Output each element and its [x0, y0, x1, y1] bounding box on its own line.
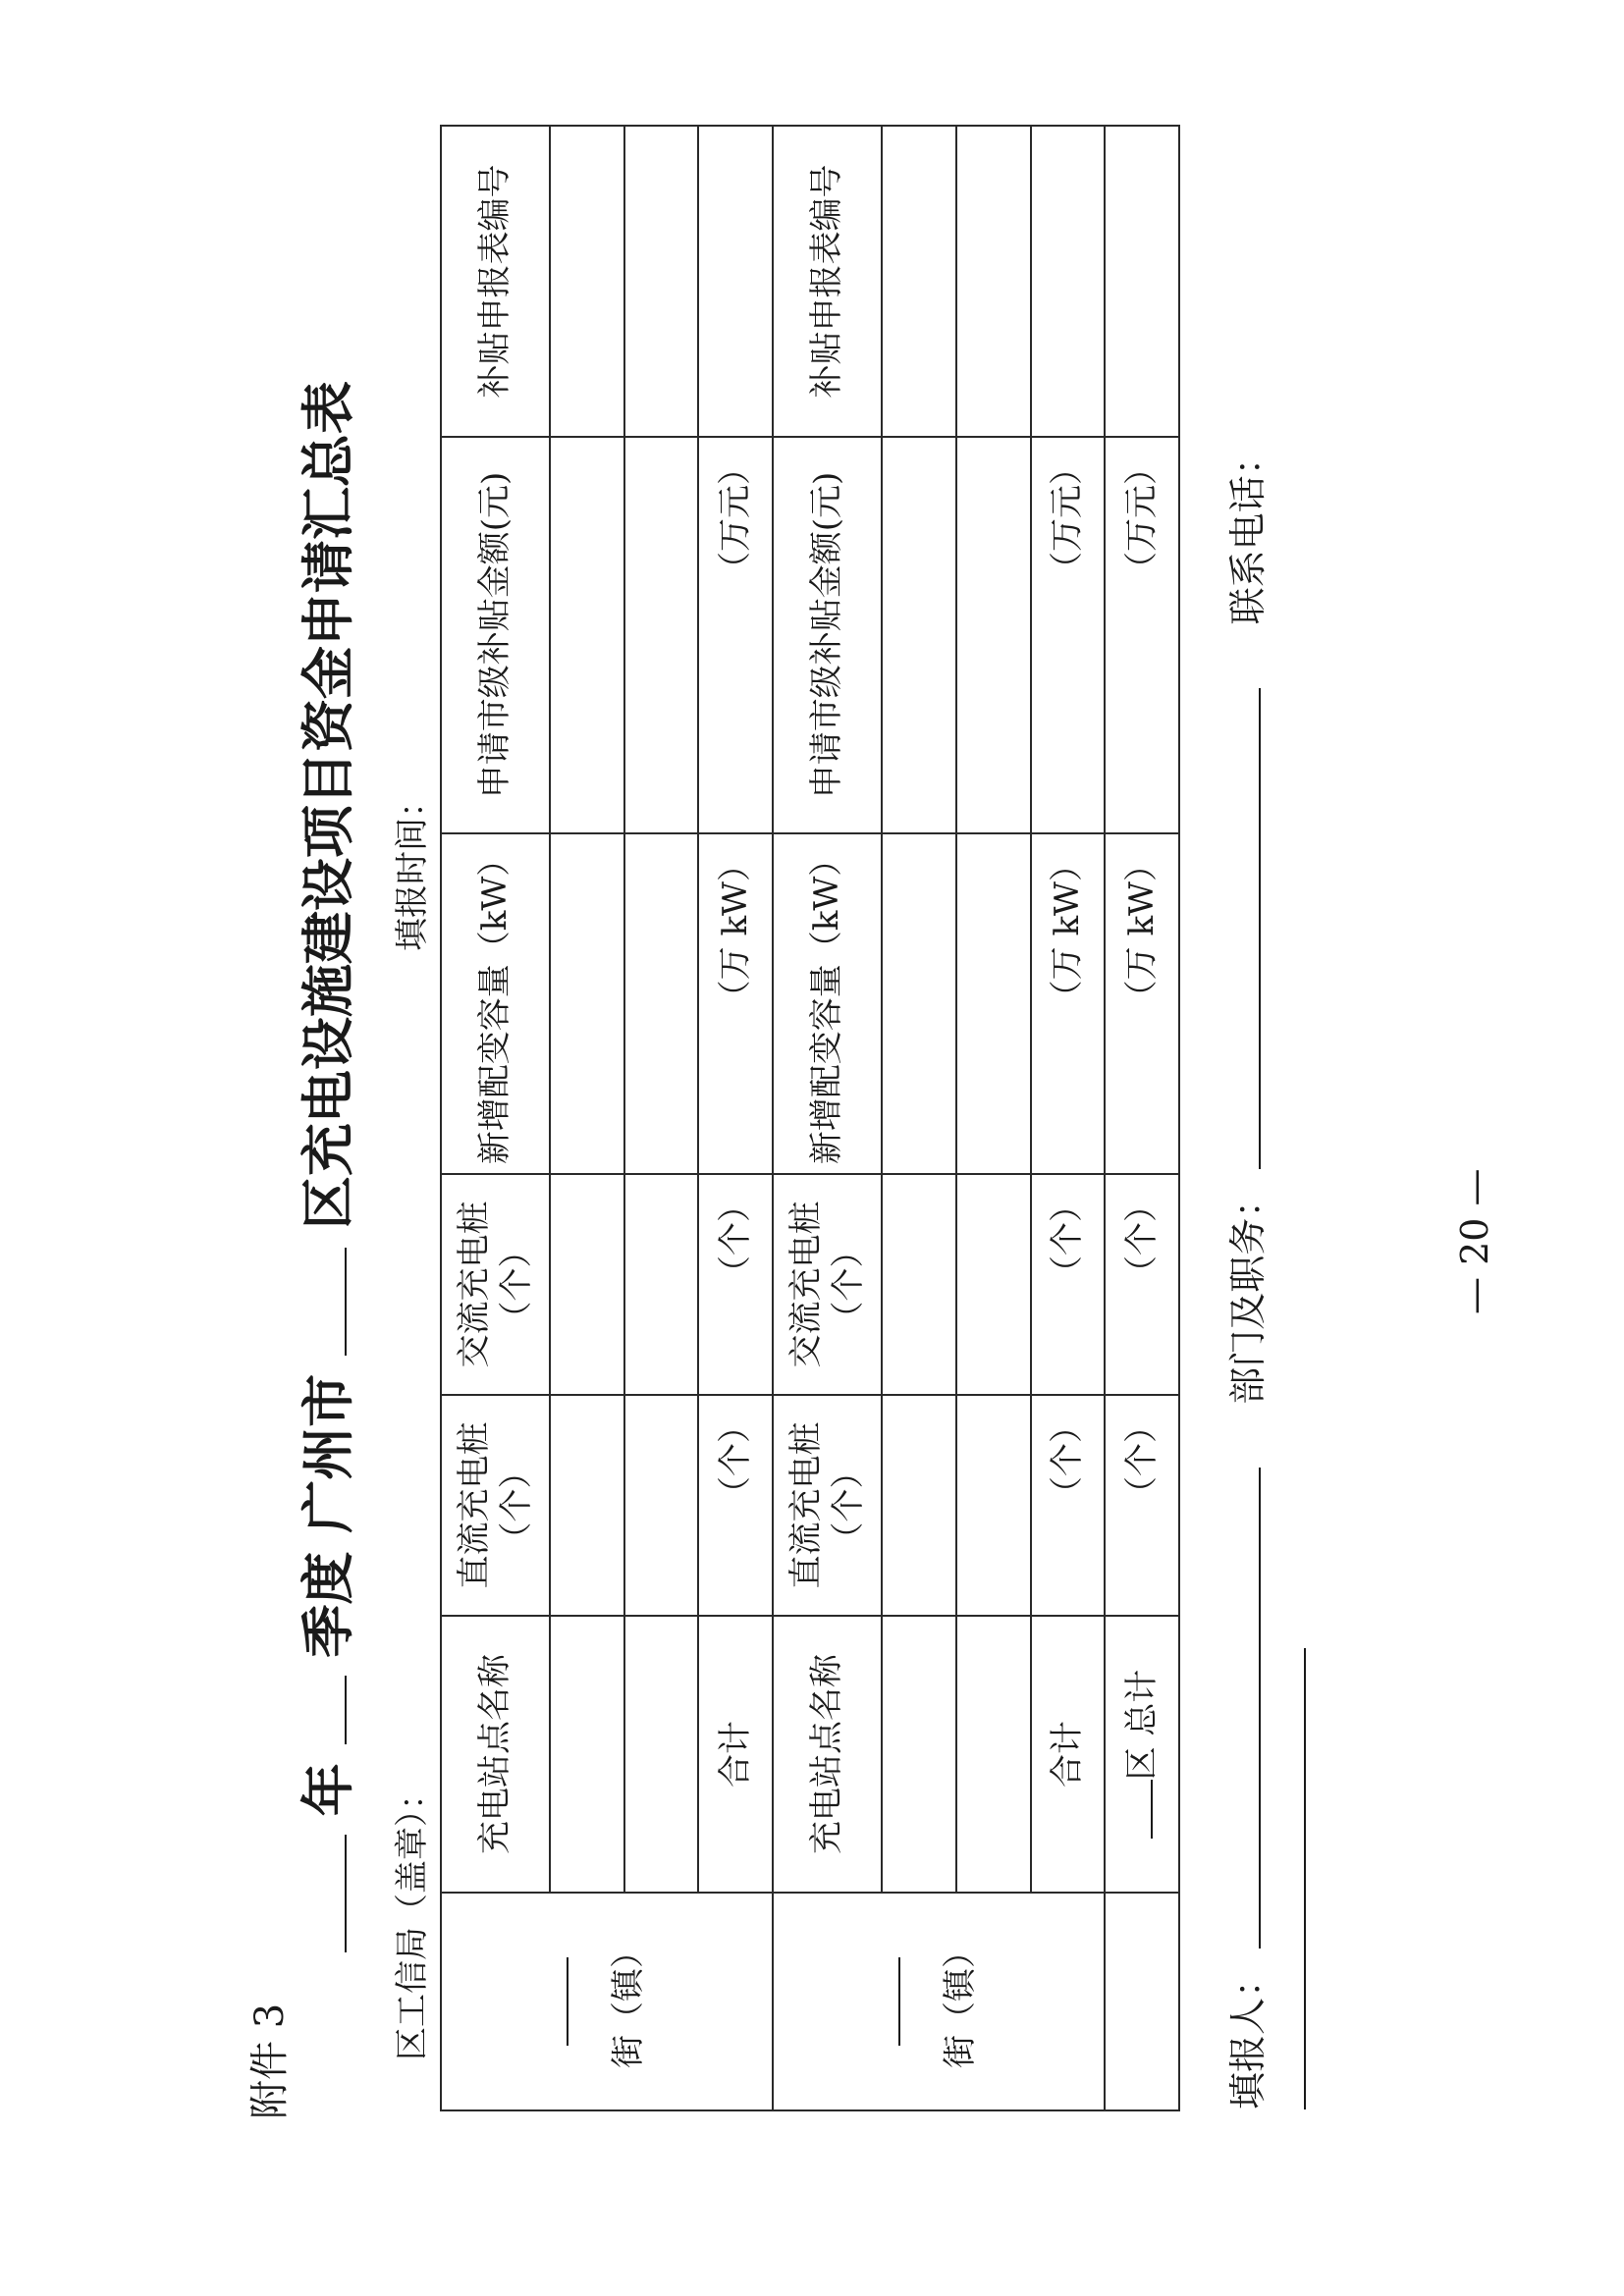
summary-table-wrapper	[440, 127, 1180, 2111]
input-cell[interactable]	[624, 437, 699, 833]
input-cell[interactable]	[882, 833, 956, 1174]
input-cell[interactable]	[698, 126, 773, 437]
footer-signatures	[1218, 48, 1315, 2109]
input-cell[interactable]	[550, 833, 624, 1174]
street-cell: 街（镇）	[773, 1893, 1105, 2110]
title-year: 年	[297, 1763, 359, 1817]
input-cell[interactable]	[624, 833, 699, 1174]
header-ac-piles: 交流充电桩（个）	[773, 1174, 882, 1395]
table-row	[624, 126, 699, 2110]
table-row	[882, 126, 956, 2110]
attachment-label: 附件 3	[247, 2002, 293, 2119]
street-cell: 街（镇）	[441, 1893, 773, 2110]
header-form-no: 补贴申报表编号	[773, 126, 882, 437]
input-cell[interactable]	[624, 1395, 699, 1616]
input-cell[interactable]	[956, 1616, 1031, 1893]
subtotal-row	[1031, 126, 1106, 2110]
header-station-name: 充电站点名称	[773, 1616, 882, 1893]
subtotal-row	[698, 126, 773, 2110]
table-header-row	[773, 126, 882, 2110]
table-row	[956, 126, 1031, 2110]
district-total-label: 区 总计	[1105, 1616, 1179, 1893]
subtotal-label: 合计	[698, 1616, 773, 1893]
empty-cell	[1105, 1893, 1179, 2110]
input-cell[interactable]	[882, 1174, 956, 1395]
phone-field[interactable]	[1302, 1648, 1306, 2109]
unit-capacity: （万 kW）	[1031, 833, 1106, 1174]
subtotal-label: 合计	[1031, 1616, 1106, 1893]
filler-label: 填报人：	[1226, 1959, 1270, 2109]
input-cell[interactable]	[956, 833, 1031, 1174]
header-subsidy: 申请市级补贴金额(元)	[441, 437, 550, 833]
unit-count: （个）	[1105, 1174, 1179, 1395]
input-cell[interactable]	[882, 1395, 956, 1616]
department-field[interactable]	[1257, 688, 1261, 1169]
header-ac-piles: 交流充电桩（个）	[441, 1174, 550, 1395]
input-cell[interactable]	[550, 126, 624, 437]
input-cell[interactable]	[956, 1174, 1031, 1395]
department-label: 部门及职务：	[1226, 1180, 1270, 1405]
input-cell[interactable]	[624, 1616, 699, 1893]
header-capacity: 新增配变容量（kW）	[441, 833, 550, 1174]
header-form-no: 补贴申报表编号	[441, 126, 550, 437]
fill-time-label: 填报时间：	[393, 784, 432, 951]
page-title	[287, 284, 359, 1952]
header-capacity: 新增配变容量（kW）	[773, 833, 882, 1174]
unit-count: （个）	[698, 1174, 773, 1395]
input-cell[interactable]	[882, 437, 956, 833]
title-rest: 区充电设施建设项目资金申请汇总表	[297, 381, 359, 1230]
unit-money: （万元）	[698, 437, 773, 833]
input-cell[interactable]	[882, 126, 956, 437]
page-number: — 20 —	[1453, 1168, 1496, 1314]
table-header-row	[441, 126, 550, 2110]
header-dc-piles: 直流充电桩（个）	[773, 1395, 882, 1616]
summary-table	[440, 125, 1180, 2111]
header-dc-piles: 直流充电桩（个）	[441, 1395, 550, 1616]
input-cell[interactable]	[550, 1174, 624, 1395]
input-cell[interactable]	[550, 437, 624, 833]
filler-field[interactable]	[1257, 1468, 1261, 1949]
input-cell[interactable]	[956, 1395, 1031, 1616]
phone-label: 联系电话：	[1226, 438, 1270, 625]
table-row	[550, 126, 624, 2110]
unit-count: （个）	[698, 1395, 773, 1616]
input-cell[interactable]	[1105, 126, 1179, 437]
unit-capacity: （万 kW）	[698, 833, 773, 1174]
unit-count: （个）	[1105, 1395, 1179, 1616]
unit-label: 区工信局（盖章）：	[393, 1777, 432, 2060]
input-cell[interactable]	[882, 1616, 956, 1893]
input-cell[interactable]	[550, 1395, 624, 1616]
input-cell[interactable]	[956, 437, 1031, 833]
title-quarter: 季度	[297, 1551, 359, 1658]
unit-money: （万元）	[1105, 437, 1179, 833]
header-station-name: 充电站点名称	[441, 1616, 550, 1893]
input-cell[interactable]	[1031, 126, 1106, 437]
input-cell[interactable]	[550, 1616, 624, 1893]
unit-count: （个）	[1031, 1174, 1106, 1395]
input-cell[interactable]	[624, 1174, 699, 1395]
header-subsidy: 申请市级补贴金额(元)	[773, 437, 882, 833]
input-cell[interactable]	[624, 126, 699, 437]
unit-count: （个）	[1031, 1395, 1106, 1616]
input-cell[interactable]	[956, 126, 1031, 437]
title-city: 广州市	[297, 1373, 359, 1533]
unit-capacity: （万 kW）	[1105, 833, 1179, 1174]
unit-money: （万元）	[1031, 437, 1106, 833]
district-total-row	[1105, 126, 1179, 2110]
